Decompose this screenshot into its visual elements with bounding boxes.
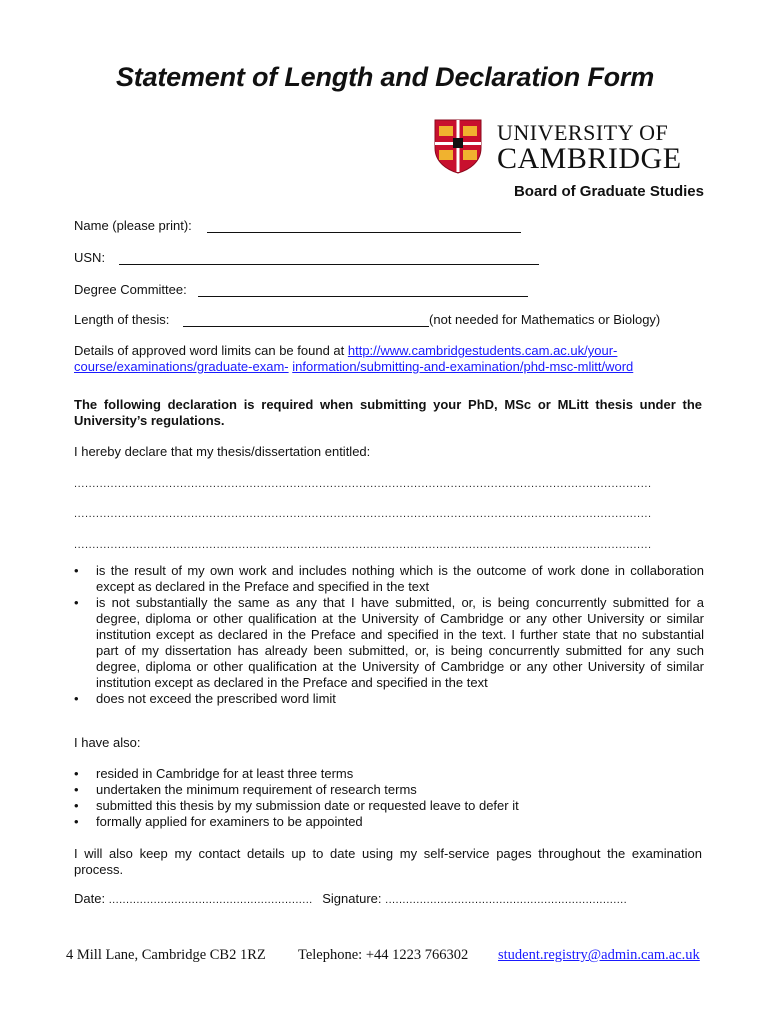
thesis-title-line-2[interactable]: .............................................................................................................................................................. xyxy=(74,508,652,520)
date-input-line[interactable]: ........................................................... xyxy=(108,894,313,906)
footer-telephone: Telephone: +44 1223 766302 xyxy=(298,947,469,963)
list-item xyxy=(74,798,702,814)
word-limit-link-part3[interactable]: information/submitting-and-examination/phd-msc-mlitt/word xyxy=(292,359,634,374)
board-heading: Board of Graduate Studies xyxy=(513,183,704,200)
bullet-icon: • xyxy=(74,595,79,610)
thesis-title-line-3[interactable]: .............................................................................................................................................................. xyxy=(74,539,652,551)
length-input-line[interactable] xyxy=(183,312,429,327)
declaration-point: does not exceed the prescribed word limit xyxy=(96,691,336,706)
thesis-title-line-1[interactable]: .............................................................................................................................................................. xyxy=(74,478,652,490)
footer-email-link[interactable]: student.registry@admin.cam.ac.uk xyxy=(498,947,700,963)
bullet-icon: • xyxy=(74,766,79,781)
university-logo xyxy=(433,118,708,174)
declaration-list xyxy=(74,563,704,707)
also-heading: I have also: xyxy=(74,735,141,750)
word-limit-details xyxy=(74,343,702,375)
date-signature-row xyxy=(74,891,627,906)
bullet-icon: • xyxy=(74,782,79,797)
list-item xyxy=(74,595,704,691)
committee-field-row xyxy=(74,282,528,297)
also-point: formally applied for examiners to be appointed xyxy=(96,814,363,829)
name-field-row xyxy=(74,218,521,233)
signature-input-line[interactable]: ...................................................................... xyxy=(385,894,628,906)
bullet-icon: • xyxy=(74,691,79,706)
usn-label: USN: xyxy=(74,250,106,265)
date-label: Date: xyxy=(74,891,106,906)
word-limit-link-part2[interactable]: course/examinations/graduate-exam- xyxy=(74,359,289,374)
also-point: resided in Cambridge for at least three terms xyxy=(96,766,354,781)
length-note: (not needed for Mathematics or Biology) xyxy=(429,312,661,327)
list-item xyxy=(74,563,704,595)
name-label: Name (please print): xyxy=(74,218,192,233)
bullet-icon: • xyxy=(74,563,79,578)
length-label: Length of thesis: xyxy=(74,312,170,327)
also-list xyxy=(74,766,702,830)
declaration-point: is the result of my own work and includes nothing which is the outcome of work done in collaboration except as declared in the Preface and specified in the text xyxy=(96,563,704,594)
bullet-icon: • xyxy=(74,798,79,813)
committee-input-line[interactable] xyxy=(198,282,528,297)
usn-field-row xyxy=(74,250,539,265)
usn-input-line[interactable] xyxy=(119,250,539,265)
committee-label: Degree Committee: xyxy=(74,282,187,297)
list-item xyxy=(74,766,702,782)
signature-label: Signature: xyxy=(322,891,382,906)
bullet-icon: • xyxy=(74,814,79,829)
list-item xyxy=(74,814,702,830)
declaration-heading: The following declaration is required when submitting your PhD, MSc or MLitt thesis under the University’s regulations. xyxy=(74,397,702,428)
list-item xyxy=(74,691,704,707)
also-point: submitted this thesis by my submission date or requested leave to defer it xyxy=(96,798,519,813)
form-title: Statement of Length and Declaration Form xyxy=(115,62,655,92)
logo-text-line1: UNIVERSITY OF xyxy=(497,120,669,145)
logo-text-line2: CAMBRIDGE xyxy=(497,142,682,175)
declaration-point: is not substantially the same as any that I have submitted, or, is being concurrently submitted for a degree, diploma or other qualification at the University of Cambridge or any other University or similar institution except as declared in the Preface and specified in the text. I further state that no substantial part of my dissertation has already been submitted, or, is being concurrently submitted for any such degree, diploma or other qualification at the University of Cambridge or any other University of similar institution except as declared in the Preface and specified in the text xyxy=(96,595,704,690)
contact-note: I will also keep my contact details up to date using my self-service pages throughout the examination process. xyxy=(74,846,702,877)
list-item xyxy=(74,782,702,798)
also-point: undertaken the minimum requirement of research terms xyxy=(96,782,417,797)
word-limit-link-part1[interactable]: http://www.cambridgestudents.cam.ac.uk/your- xyxy=(347,343,618,358)
coat-of-arms-icon xyxy=(433,118,483,174)
declare-intro: I hereby declare that my thesis/dissertation entitled: xyxy=(74,444,371,459)
footer-address: 4 Mill Lane, Cambridge CB2 1RZ xyxy=(66,947,266,963)
name-input-line[interactable] xyxy=(207,218,521,233)
details-prefix: Details of approved word limits can be found at xyxy=(74,343,348,358)
length-field-row xyxy=(74,312,660,327)
